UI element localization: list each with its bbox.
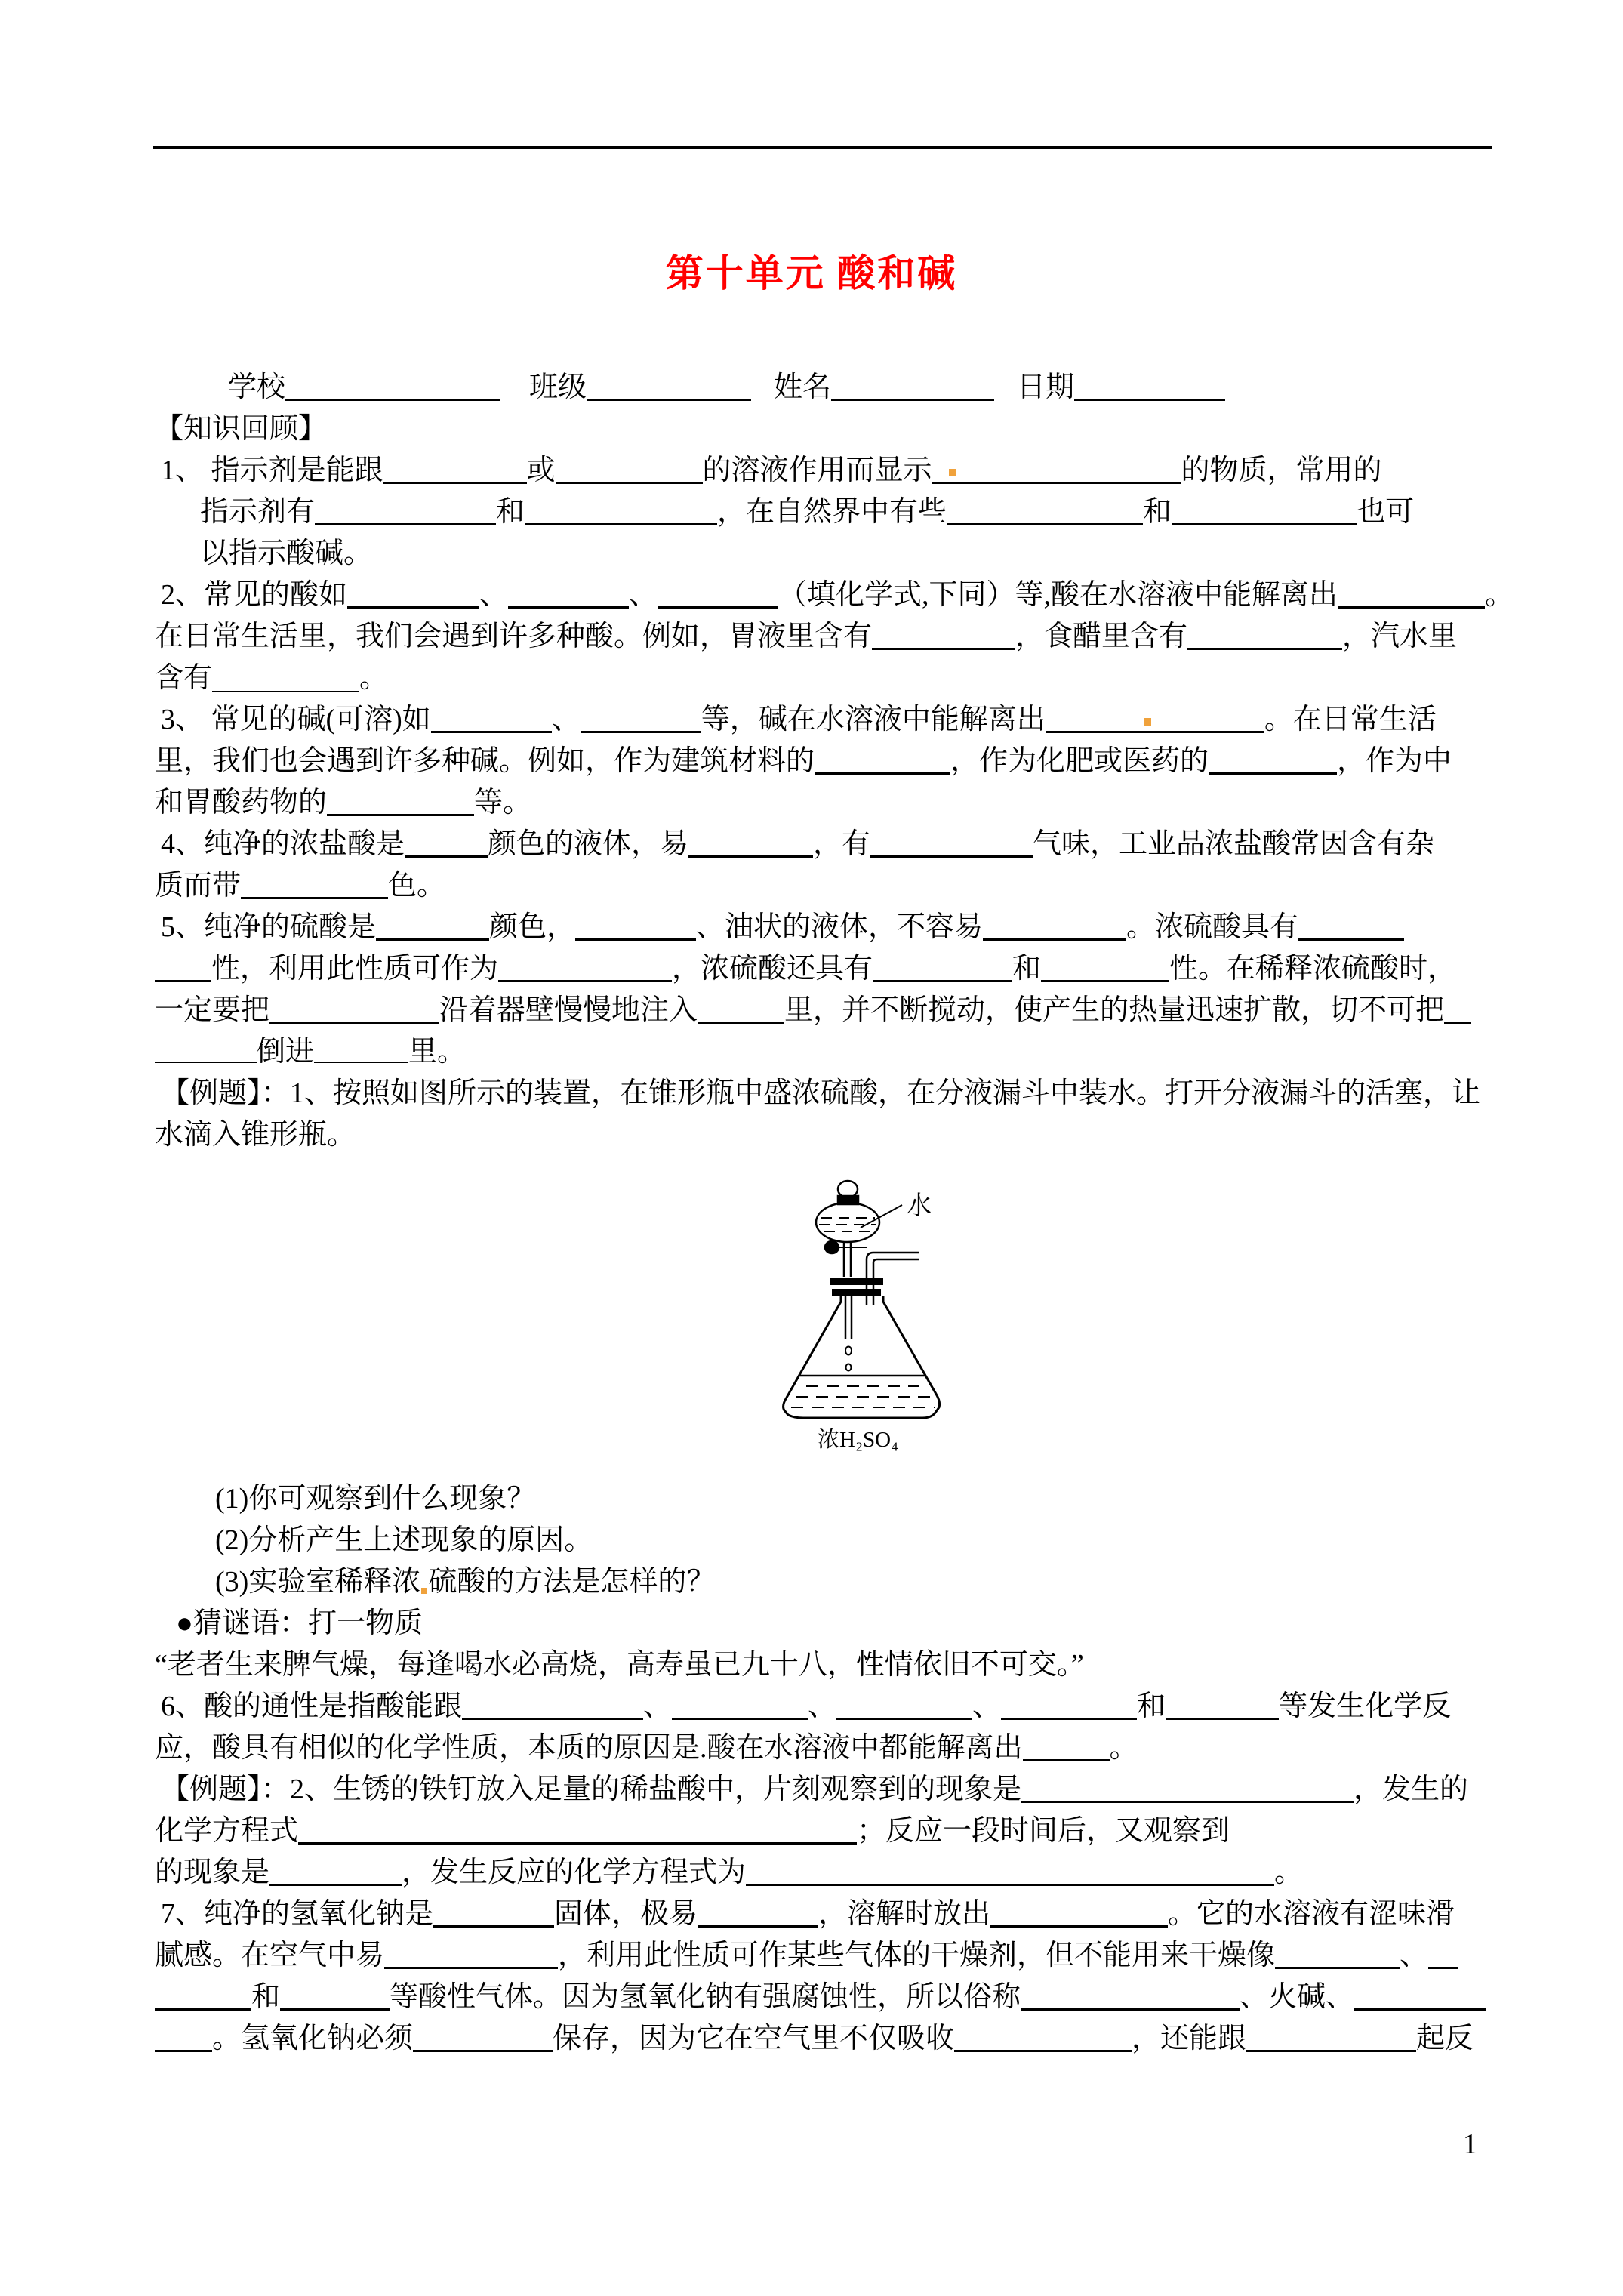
text-run: 等。 <box>474 787 532 818</box>
text-run: 质而带 <box>155 870 242 901</box>
text-line <box>155 533 1506 575</box>
fill-in-blank <box>525 498 717 525</box>
text-run: 日期 <box>1017 371 1075 403</box>
text-run: 气味，工业品浓盐酸常因含有杂 <box>1033 828 1435 860</box>
fill-in-blank <box>212 663 359 692</box>
text-run: 7、纯净的氢氧化钠是 <box>161 1898 434 1930</box>
text-run: 起反 <box>1416 2023 1474 2054</box>
text-line <box>155 492 1506 533</box>
text-run: 在日常生活里，我们会遇到许多种酸。例如，胃液里含有 <box>155 621 873 652</box>
fill-in-blank <box>556 456 703 484</box>
fill-in-blank <box>873 954 1012 982</box>
text-line <box>155 948 1506 990</box>
text-run: 。氢氧化钠必须 <box>212 2023 414 2054</box>
fill-in-blank <box>405 830 488 858</box>
fill-in-blank <box>298 1817 857 1845</box>
fill-in-blank <box>1021 1983 1240 2011</box>
fill-in-blank <box>575 913 696 941</box>
worksheet-body-top <box>155 367 1514 1156</box>
fill-in-blank <box>1046 705 1264 733</box>
text-run: ，作为化肥或医药的 <box>950 745 1209 777</box>
text-run: 倒进 <box>257 1036 315 1068</box>
text-run: 的物质，常用的 <box>1181 455 1382 486</box>
fill-in-blank <box>347 581 479 609</box>
fill-in-blank <box>498 954 672 982</box>
text-line <box>155 1811 1506 1852</box>
text-run: 4、纯净的浓盐酸是 <box>161 828 405 860</box>
text-line <box>155 1073 1506 1114</box>
text-line <box>155 1031 1506 1073</box>
text-line <box>155 1977 1506 2018</box>
fill-in-blank <box>1023 1734 1110 1761</box>
fill-in-blank <box>155 2024 212 2052</box>
text-run: 一定要把 <box>155 994 270 1026</box>
fill-in-blank <box>280 1983 390 2011</box>
text-run: 、油状的液体，不容易 <box>696 911 984 943</box>
text-run: ；反应一段时间后，又观察到 <box>857 1815 1230 1847</box>
text-run: 和 <box>1012 953 1042 985</box>
text-run: 、 <box>972 1690 1002 1722</box>
text-line <box>155 699 1506 741</box>
text-run: 等酸性气体。因为氢氧化钠有强腐蚀性，所以俗称 <box>390 1981 1021 2013</box>
text-run: 、 <box>551 704 581 735</box>
text-run: 的溶液作用而显示 <box>702 455 932 486</box>
text-run: 6、酸的通性是指酸能跟 <box>161 1690 463 1722</box>
text-run: 的现象是 <box>155 1857 270 1888</box>
text-run: 、 <box>808 1690 837 1722</box>
fill-in-blank <box>269 996 439 1024</box>
text-line <box>155 1644 1506 1686</box>
text-run: 性，利用此性质可作为 <box>211 953 499 985</box>
fill-in-blank <box>314 1037 408 1065</box>
fill-in-blank <box>155 1037 257 1065</box>
text-line <box>155 1935 1506 1977</box>
spacer <box>994 389 1017 396</box>
acid-label: 浓H₂SO₄ <box>818 1428 899 1452</box>
text-run: 、 <box>1400 1940 1429 1971</box>
fill-in-blank <box>954 2024 1132 2052</box>
text-line <box>155 367 1506 408</box>
text-run: 和 <box>1137 1690 1166 1722</box>
header-rule <box>153 146 1492 149</box>
text-line <box>155 1686 1506 1727</box>
fill-in-blank <box>658 581 778 609</box>
text-run: ，有 <box>813 828 871 860</box>
text-run: 应，酸具有相似的化学性质，本质的原因是.酸在水溶液中都能解离出 <box>155 1732 1023 1764</box>
text-run: 、 <box>643 1690 673 1722</box>
text-run: 里。 <box>408 1036 467 1068</box>
fill-in-blank <box>1187 622 1342 650</box>
spellcheck-dot <box>421 1588 427 1594</box>
fill-in-blank <box>1001 1692 1137 1720</box>
text-run: ，发生的 <box>1354 1774 1469 1805</box>
spellcheck-dot <box>1144 718 1151 726</box>
text-line <box>155 616 1506 658</box>
text-line <box>155 1727 1506 1769</box>
text-run: 、 <box>629 579 658 611</box>
fill-in-blank <box>241 871 388 899</box>
separating-funnel <box>816 1181 879 1277</box>
fill-in-blank <box>1041 954 1169 982</box>
flask-stopper <box>830 1278 883 1296</box>
text-run: ，汽水里 <box>1342 621 1458 652</box>
text-run: ，利用此性质可作某些气体的干燥剂，但不能用来干燥像 <box>558 1940 1276 1971</box>
text-run: 、火碱、 <box>1240 1981 1355 2013</box>
fill-in-blank <box>431 705 552 733</box>
text-run: ，还能跟 <box>1132 2023 1247 2054</box>
erlenmeyer-flask <box>784 1296 940 1418</box>
water-label: 水 <box>906 1192 932 1220</box>
text-line <box>155 575 1514 616</box>
text-run: 【例题】：1、按照如图所示的装置，在锥形瓶中盛浓硫酸，在分液漏斗中装水。打开分液漏斗的活塞，让 <box>161 1077 1481 1109</box>
text-run: 姓名 <box>774 371 832 403</box>
fill-in-blank <box>746 1858 1274 1886</box>
fill-in-blank <box>269 1858 402 1886</box>
fill-in-blank <box>587 373 751 401</box>
text-run: ，在自然界中有些 <box>717 496 947 528</box>
fill-in-blank <box>698 1900 818 1928</box>
text-line <box>155 782 1506 824</box>
water-drop-2 <box>846 1364 852 1371</box>
fill-in-blank <box>376 913 489 941</box>
text-run: 。 <box>1274 1857 1304 1888</box>
text-run: 和 <box>251 1981 281 2013</box>
text-run: 色。 <box>388 870 446 901</box>
fill-in-blank <box>870 830 1033 858</box>
text-run: 性。在稀释浓硫酸时， <box>1169 953 1457 985</box>
funnel-stopper-knob <box>838 1181 858 1197</box>
text-line <box>155 741 1506 782</box>
fill-in-blank <box>383 456 527 484</box>
water-label-pointer <box>861 1205 902 1228</box>
fill-in-blank <box>815 747 950 775</box>
fill-in-blank <box>581 705 701 733</box>
text-line <box>155 990 1506 1031</box>
apparatus-diagram <box>740 1175 966 1492</box>
text-run: 2、常见的酸如 <box>161 579 348 611</box>
text-run: 以指示酸碱。 <box>200 538 373 569</box>
text-run: 等，碱在水溶液中能解离出 <box>701 704 1046 735</box>
text-run: 【例题】：2、生锈的铁钉放入足量的稀盐酸中，片刻观察到的现象是 <box>161 1774 1022 1805</box>
fill-in-blank <box>1074 373 1225 401</box>
text-run: 化学方程式 <box>155 1815 299 1847</box>
page-title: 第十单元 酸和碱 <box>665 252 958 294</box>
fill-in-blank <box>990 1900 1168 1928</box>
text-line <box>155 1114 1506 1156</box>
fill-in-blank <box>285 373 500 401</box>
text-line <box>155 1478 1506 1520</box>
fill-in-blank <box>983 913 1126 941</box>
text-line <box>155 1520 1506 1561</box>
text-line <box>155 658 1506 699</box>
text-run: (2)分析产生上述现象的原因。 <box>215 1524 593 1556</box>
text-line <box>155 450 1506 492</box>
fill-in-blank <box>155 954 211 982</box>
text-run: 里，我们也会遇到许多种碱。例如，作为建筑材料的 <box>155 745 815 777</box>
text-run: 和 <box>1143 496 1172 528</box>
text-run: 5、纯净的硫酸是 <box>161 911 377 943</box>
text-line <box>155 1603 1506 1644</box>
fill-in-blank <box>315 498 496 525</box>
text-run: ，浓硫酸还具有 <box>672 953 873 985</box>
text-line <box>155 1894 1506 1935</box>
text-run: 。 <box>359 662 389 694</box>
fill-in-blank <box>1338 581 1485 609</box>
text-run: 颜色， <box>489 911 576 943</box>
text-run: (1)你可观察到什么现象？ <box>215 1483 536 1515</box>
text-run: 。浓硫酸具有 <box>1126 911 1299 943</box>
text-run: ，溶解时放出 <box>818 1898 991 1930</box>
text-run: ，发生反应的化学方程式为 <box>402 1857 747 1888</box>
text-run: 和 <box>496 496 525 528</box>
fill-in-blank <box>1172 498 1357 525</box>
fill-in-blank <box>327 788 474 816</box>
text-run: 学校 <box>228 371 286 403</box>
text-run: 颜色的液体，易 <box>488 828 689 860</box>
text-line <box>155 1561 1506 1603</box>
text-run: 保存，因为它在空气里不仅吸收 <box>553 2023 955 2054</box>
fill-in-blank <box>155 1983 251 2011</box>
text-run: 固体，极易 <box>554 1898 698 1930</box>
text-line <box>155 907 1506 948</box>
fill-in-blank <box>1166 1692 1279 1720</box>
text-run: 班级 <box>529 371 587 403</box>
text-run: 硫酸的方法是怎样的？ <box>428 1566 716 1598</box>
water-drop-1 <box>845 1347 852 1355</box>
text-line <box>155 824 1506 865</box>
text-line <box>155 408 1506 450</box>
funnel-water-level <box>819 1218 876 1231</box>
text-line <box>155 865 1506 907</box>
text-run: 沿着器壁慢慢地注入 <box>439 994 698 1026</box>
text-run: 或 <box>526 455 556 486</box>
fill-in-blank <box>831 373 994 401</box>
fill-in-blank <box>1298 913 1404 941</box>
text-run: 。在日常生活 <box>1264 704 1437 735</box>
fill-in-blank <box>836 1692 972 1720</box>
text-run: 水滴入锥形瓶。 <box>155 1119 356 1151</box>
text-run: 也可 <box>1357 496 1415 528</box>
text-run: (3)实验室稀释浓 <box>215 1566 421 1598</box>
text-run: 1、 指示剂是能跟 <box>161 455 383 486</box>
fill-in-blank <box>1354 1983 1486 2011</box>
worksheet-body-bottom <box>155 1478 1506 2060</box>
text-run: 。 <box>1109 1732 1138 1764</box>
text-run: 含有 <box>155 662 213 694</box>
text-run: 。它的水溶液有涩味滑 <box>1168 1898 1455 1930</box>
fill-in-blank <box>1246 2024 1416 2052</box>
text-line <box>155 1852 1506 1894</box>
text-run: 指示剂有 <box>200 496 316 528</box>
fill-in-blank <box>413 2024 553 2052</box>
text-run: ，作为中 <box>1337 745 1452 777</box>
stopcock-knob <box>825 1241 839 1253</box>
fill-in-blank <box>1021 1775 1354 1803</box>
text-run: 里，并不断搅动，使产生的热量迅速扩散，切不可把 <box>784 994 1445 1026</box>
text-run: 3、 常见的碱(可溶)如 <box>161 704 431 735</box>
spellcheck-dot <box>949 469 956 476</box>
fill-in-blank <box>672 1692 808 1720</box>
fill-in-blank <box>698 996 784 1024</box>
text-line <box>155 2018 1506 2060</box>
fill-in-blank <box>872 622 1015 650</box>
liquid-dashes <box>791 1386 935 1407</box>
fill-in-blank <box>688 830 813 858</box>
text-run: （填化学式,下同）等,酸在水溶液中能解离出 <box>778 579 1338 611</box>
fill-in-blank <box>1275 1941 1400 1969</box>
spacer <box>751 389 774 396</box>
spacer <box>500 389 529 396</box>
text-run: “老者生来脾气燥，每逢喝水必高烧，高寿虽已九十八，性情依旧不可交。” <box>155 1649 1084 1681</box>
fill-in-blank <box>932 456 1181 484</box>
fill-in-blank <box>433 1900 554 1928</box>
fill-in-blank <box>508 581 629 609</box>
fill-in-blank <box>384 1941 558 1969</box>
fill-in-blank <box>1428 1941 1458 1969</box>
text-run: ，食醋里含有 <box>1015 621 1188 652</box>
fill-in-blank <box>1444 996 1471 1024</box>
fill-in-blank <box>462 1692 643 1720</box>
text-run: 。 <box>1485 579 1514 611</box>
text-run: 腻感。在空气中易 <box>155 1940 385 1971</box>
text-run: 、 <box>479 579 509 611</box>
text-run: 【知识回顾】 <box>155 413 328 445</box>
text-run: 和胃酸药物的 <box>155 787 328 818</box>
text-line <box>155 1769 1506 1811</box>
page-number: 1 <box>1463 2128 1477 2160</box>
text-run: ●猜谜语：打一物质 <box>176 1607 423 1639</box>
text-run: 等发生化学反 <box>1279 1690 1452 1722</box>
fill-in-blank <box>947 498 1143 525</box>
fill-in-blank <box>1209 747 1337 775</box>
